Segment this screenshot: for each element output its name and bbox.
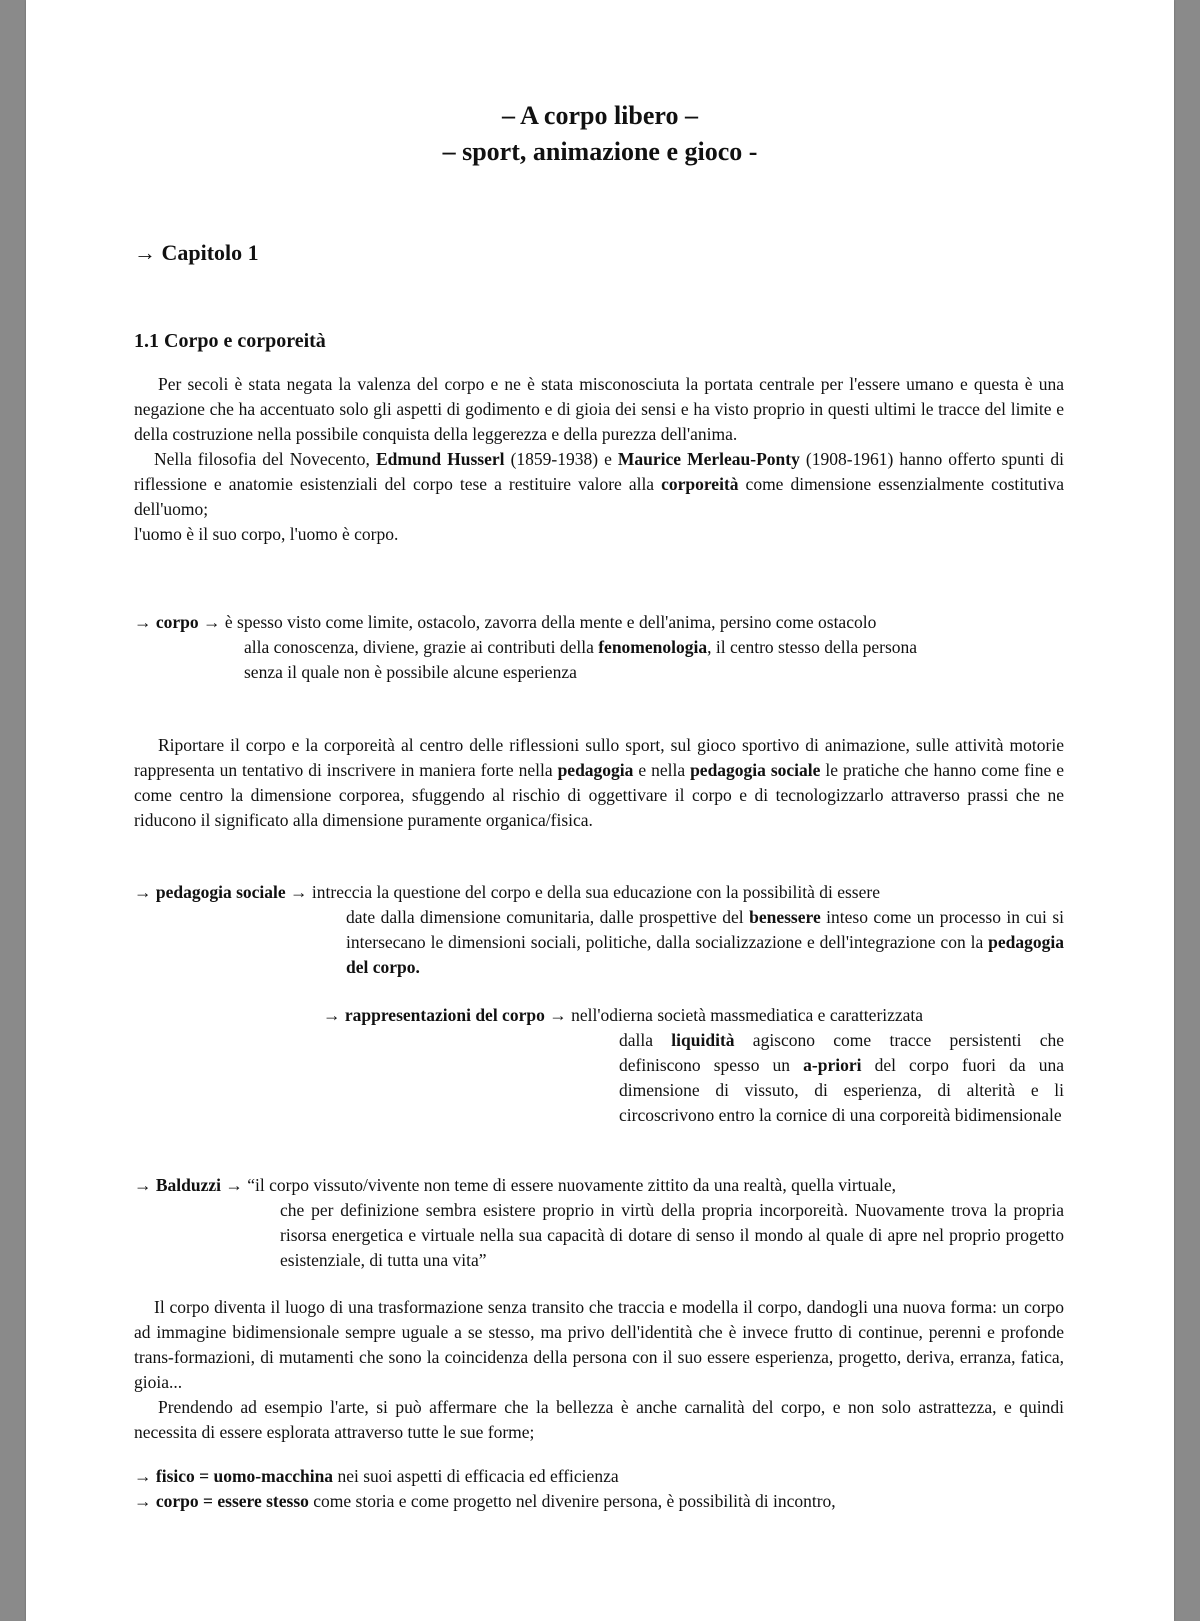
document-page	[26, 0, 1174, 1621]
paragraph-2-end: l'uomo è il suo corpo, l'uomo è corpo.	[134, 524, 399, 544]
arrow: →	[323, 1005, 345, 1025]
text-span: dalla	[619, 1030, 672, 1050]
corpo-item-line-3: senza il quale non è possibile alcune esperienza	[244, 662, 577, 682]
arrow: →	[134, 1491, 156, 1511]
text-span: (1859-1938) e	[504, 449, 618, 469]
text-span: , il centro stesso della persona	[707, 637, 918, 657]
arrow: →	[285, 882, 312, 902]
balduzzi-cont: che per definizione sembra esistere proprio in virtù della propria incorporeità. Nuovamente trova la propria risorsa energetica e virtuale nella sua capacità di dotare di senso il mondo al quale di apre nel proprio progetto esistenziale, di tutta una vita”	[280, 1200, 1064, 1270]
text-span: date dalla dimensione comunitaria, dalle prospettive del	[346, 907, 750, 927]
bold-pedagogia: pedagogia	[557, 760, 634, 780]
text-span: del corpo fuori da una dimensione di vissuto, di esperienza, di alterità e li circoscrivono entro la cornice di una corporeità bidimensionale	[619, 1055, 1064, 1125]
text-span: intreccia la questione del corpo e della sua educazione con la possibilità di essere	[311, 882, 880, 902]
text-span: e nella	[633, 760, 691, 780]
text-span: nell'odierna società massmediatica e caratterizzata	[571, 1005, 924, 1025]
paragraph-1-text: Per secoli è stata negata la valenza del corpo e ne è stata misconosciuta la portata centrale per l'essere umano e questa è una negazione che ha accentuato solo gli aspetti di godimento e di gioia dei sensi e ha visto proprio in questi ultimi le tracce del limite e della costruzione nella possibile conquista della leggerezza e della purezza dell'anima.	[134, 374, 1064, 444]
corpo-label: corpo	[155, 612, 199, 632]
text-span: come storia e come progetto nel divenire persona, è possibilità di incontro,	[308, 1491, 836, 1511]
paragraph-4-text: Il corpo diventa il luogo di una trasformazione senza transito che traccia e modella il corpo, dandogli una nuova forma: un corpo ad immagine bidimensionale sempre uguale a se stesso, ma privo dell'identità che è invece frutto di continue, perenni e profonde trans-formazioni, di mutamenti che sono la coincidenza della persona con il suo essere esperienza, progetto, deriva, erranza, fatica, gioia...	[134, 1297, 1064, 1392]
balduzzi-label: Balduzzi	[155, 1175, 222, 1195]
section-heading: 1.1 Corpo e corporeità	[134, 330, 326, 352]
corpo-item-line-2	[134, 635, 1064, 660]
text-span: alla conoscenza, diviene, grazie ai contributi della	[244, 637, 599, 657]
pedagogia-sociale-cont	[134, 905, 1064, 980]
text-span: come dimensione essenzialmente costitutiva dell'uomo;	[134, 474, 1064, 519]
text-span: nei suoi aspetti di efficacia ed efficienza	[333, 1466, 619, 1486]
corpo-item	[134, 610, 1064, 685]
balduzzi-line-1	[134, 1173, 1064, 1198]
text-span: inteso come un processo in cui si intersecano le dimensioni sociali, politiche, dalla socializzazione e dell'integrazione con la	[346, 907, 1064, 952]
arrow: →	[198, 612, 225, 632]
arrow: →	[134, 1466, 156, 1486]
text-span: (1908-1961) hanno offerto spunti di riflessione e anatomie esistenziali del corpo tese a restituire valore alla	[134, 449, 1064, 494]
chapter-heading: → Capitolo 1	[134, 240, 259, 265]
text-span: è spesso visto come limite, ostacolo, zavorra della mente e dell'anima, persino come ostacolo	[224, 612, 877, 632]
document-title	[26, 98, 1174, 170]
balduzzi-item	[134, 1173, 1064, 1273]
bold-liquidita: liquidità	[671, 1030, 735, 1050]
text-span: Riportare il corpo e la corporeità al centro delle riflessioni sullo sport, sul gioco sportivo di animazione, sulle attività motorie rappresenta un tentativo di inscrivere in maniera forte nella	[134, 735, 1064, 780]
text-span: Nella filosofia del Novecento,	[154, 449, 376, 469]
bold-pedagogia-del-corpo: pedagogia del corpo.	[346, 932, 1064, 977]
corpo-essere-label: corpo = essere stesso	[155, 1491, 309, 1511]
bold-a-priori: a-priori	[803, 1055, 862, 1075]
title-line-2: – sport, animazione e gioco -	[442, 137, 758, 166]
pedagogia-sociale-line-1	[134, 880, 1064, 905]
bold-merleau-ponty: Maurice Merleau-Ponty	[617, 449, 800, 469]
pedagogia-sociale-item	[134, 880, 1064, 980]
bold-benessere: benessere	[749, 907, 821, 927]
pedagogia-sociale-label: pedagogia sociale	[155, 882, 286, 902]
arrow: →	[134, 1175, 156, 1195]
rappresentazioni-cont	[323, 1028, 1064, 1128]
arrow: →	[544, 1005, 572, 1025]
paragraph-1	[134, 372, 1064, 547]
paragraph-2	[134, 447, 1064, 522]
paragraph-5-text: Prendendo ad esempio l'arte, si può affermare che la bellezza è anche carnalità del corpo, e non solo astrattezza, e quindi necessita di essere esplorata attraverso tutte le sue forme;	[134, 1397, 1064, 1442]
corpo-essere-item	[134, 1489, 1064, 1514]
corpo-item-line-1	[134, 610, 1064, 635]
bold-corporeita: corporeità	[661, 474, 739, 494]
rappresentazioni-label: rappresentazioni del corpo	[344, 1005, 545, 1025]
arrow: →	[221, 1175, 248, 1195]
paragraph-3	[134, 733, 1064, 833]
paragraph-4	[134, 1295, 1064, 1445]
bold-pedagogia-sociale: pedagogia sociale	[690, 760, 821, 780]
title-line-1: – A corpo libero –	[502, 101, 698, 130]
text-span: “il corpo vissuto/vivente non teme di essere nuovamente zittito da una realtà, quella virtuale,	[247, 1175, 897, 1195]
text-span: le pratiche che hanno come fine e come centro la dimensione corporea, sfuggendo al rischio di oggettivare il corpo e di tecnologizzarlo attraverso prassi che ne riducono il significato alla dimensione puramente organica/fisica.	[134, 760, 1065, 830]
rappresentazioni-line-1	[323, 1003, 1064, 1028]
paragraph-3-text	[134, 733, 1064, 833]
fisico-label: fisico = uomo-macchina	[155, 1466, 334, 1486]
bold-fenomenologia: fenomenologia	[598, 637, 708, 657]
text-span: agiscono come tracce persistenti che definiscono spesso un	[619, 1030, 1064, 1075]
fisico-item	[134, 1464, 1064, 1489]
arrow: →	[134, 612, 156, 632]
rappresentazioni-item	[323, 1003, 1064, 1128]
bold-husserl: Edmund Husserl	[375, 449, 505, 469]
arrow: →	[134, 882, 156, 902]
